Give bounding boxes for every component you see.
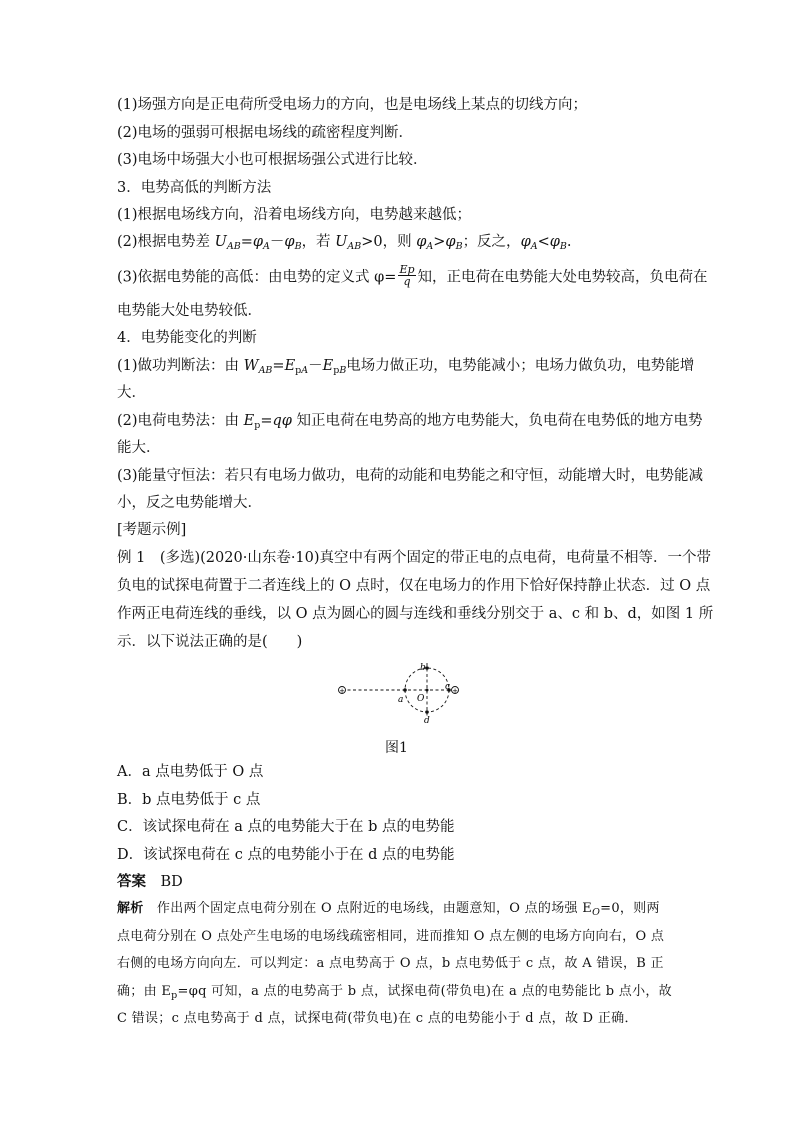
text-fragment: (1)做功判断法：由 <box>117 358 244 374</box>
question-text: 例 1 (多选)(2020·山东卷·10)真空中有两个固定的带正电的点电荷，电荷量不相等．一个带 <box>117 550 712 566</box>
solution-text: =φq 可知，a 点的电势高于 b 点，试探电荷(带负电)在 a 点的电势能比 b 点小，故 <box>177 984 672 999</box>
fraction-numerator: Ep <box>399 263 415 276</box>
label-d: d <box>424 716 430 726</box>
text-line: (1)根据电场线方向，沿着电场线方向，电势越来越低； <box>117 207 472 223</box>
option-C: C．该试探电荷在 a 点的电势能大于在 b 点的电势能 <box>117 819 455 835</box>
text-line: (3)电场中场强大小也可根据场强公式进行比较． <box>117 152 428 168</box>
option-D: D．该试探电荷在 c 点的电势能小于在 d 点的电势能 <box>117 847 455 863</box>
figure-1-diagram <box>330 655 470 727</box>
text-fragment: (3)依据电势能的高低：由电势的定义式 φ= <box>117 269 397 286</box>
answer-value: BD <box>160 874 183 890</box>
option-A: A．a 点电势低于 O 点 <box>117 764 264 780</box>
text-line: 大． <box>117 385 146 401</box>
point-a <box>403 688 407 692</box>
text-line: (3)能量守恒法：若只有电场力做功，电荷的动能和电势能之和守恒，动能增大时，电势能减 <box>117 468 704 484</box>
figure-caption: 图1 <box>385 740 408 756</box>
label-O: O <box>417 694 425 704</box>
answer-line <box>117 872 183 892</box>
text-fragment: 知正电荷在电势高的地方电势能大，负电荷在电势低的地方电势 <box>291 413 703 429</box>
label-a: a <box>398 695 404 705</box>
text-line: 电势能大处电势较低． <box>117 303 262 319</box>
solution-line: C 错误；c 点电势高于 d 点，试探电荷(带负电)在 c 点的电势能小于 d 点，故 D 正确． <box>117 1011 638 1026</box>
label-c: c <box>445 682 451 692</box>
section-heading: 4．电势能变化的判断 <box>117 330 257 346</box>
text-fragment: (2)根据电势差 <box>117 234 215 250</box>
solution-text: 作出两个固定点电荷分别在 O 点附近的电场线，由题意知，O 点的场强 E <box>156 901 593 916</box>
text-fragment: 知，正电荷在电势能大处电势较高，负电荷在 <box>417 269 708 286</box>
point-d <box>425 710 429 714</box>
solution-line: 点电荷分别在 O 点处产生电场的电场线疏密相同，进而推知 O 点左侧的电场方向向右，O 点 <box>117 929 665 944</box>
solution-line: 解析 作出两个固定点电荷分别在 O 点附近的电场线，由题意知，O 点的场强 $E_O=0$，则两 <box>117 901 660 918</box>
right-charge-sign: + <box>452 687 458 695</box>
text-line: (1)做功判断法：由 $W_{AB}=E_{pA}-E_{pB}$电场力做正功，电势能减小；电场力做负功，电势能增 <box>117 358 695 376</box>
solution-line: 右侧的电场方向向左．可以判定：a 点电势高于 O 点，b 点电势低于 c 点，故 A 错误，B 正 <box>117 956 664 971</box>
text-fragment: ，若 <box>301 234 336 250</box>
text-line <box>117 263 708 289</box>
fraction-denominator: q <box>403 275 411 288</box>
text-line: 小，反之电势能增大． <box>117 495 262 511</box>
text-fragment: (2)电荷电势法：由 <box>117 413 244 429</box>
solution-text: 确；由 E <box>117 984 172 999</box>
section-label: [考题示例] <box>117 522 187 538</box>
text-line: (2)电荷电势法：由 $E_p=q\varphi$ 知正电荷在电势高的地方电势能大，负电荷在电势低的地方电势 <box>117 413 703 431</box>
text-fragment: ；反之， <box>462 234 521 250</box>
text-line: 能大． <box>117 440 161 456</box>
fraction <box>398 264 415 287</box>
solution-line: 确；由 $E_p=\varphi q$ 可知，a 点的电势高于 b 点，试探电荷(带负电)在 a 点的电势能比 b 点小，故 <box>117 984 672 1001</box>
label-b: b <box>420 663 426 673</box>
point-O <box>426 689 429 692</box>
text-fragment: 电场力做正功，电势能减小；电场力做负功，电势能增 <box>346 358 695 374</box>
text-line: (1)场强方向是正电荷所受电场力的方向，也是电场线上某点的切线方向； <box>117 97 588 113</box>
solution-text: =0，则两 <box>600 901 660 916</box>
section-heading: 3．电势高低的判断方法 <box>117 180 272 196</box>
question-text: 负电的试探电荷置于二者连线上的 O 点时，仅在电场力的作用下恰好保持静止状态．过 O 点 <box>117 578 711 594</box>
left-charge-sign: + <box>339 687 345 695</box>
question-text: 示．以下说法正确的是( ) <box>117 634 303 650</box>
text-line: (2)电场的强弱可根据电场线的疏密程度判断． <box>117 125 414 141</box>
solution-label: 解析 <box>117 901 144 916</box>
text-line: (2)根据电势差 $U_{AB}=\varphi_A-\varphi_B$，若 $U_{AB}>0$，则 $\varphi_A>\varphi_B$；反之，$\varphi_A<\varphi_B$. <box>117 234 572 252</box>
answer-label: 答案 <box>117 873 146 890</box>
question-text: 作两正电荷连线的垂线，以 O 点为圆心的圆与连线和垂线分别交于 a、c 和 b、d，如图 1 所 <box>117 606 714 622</box>
option-B: B．b 点电势低于 c 点 <box>117 792 261 808</box>
text-fragment: >0，则 <box>361 234 417 250</box>
